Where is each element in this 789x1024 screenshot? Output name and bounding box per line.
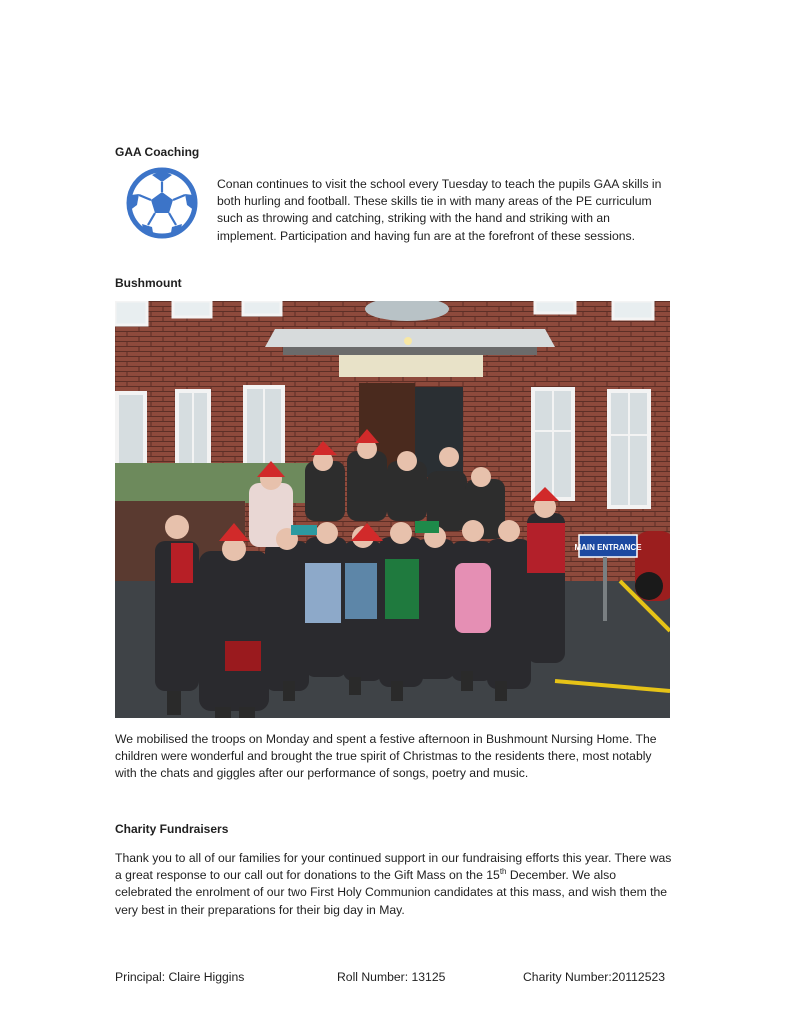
footer-principal: Principal: Claire Higgins	[115, 970, 245, 984]
footer-roll-number: Roll Number: 13125	[337, 970, 446, 984]
charity-fundraisers-heading: Charity Fundraisers	[115, 822, 229, 836]
charity-text-part-1: Thank you to all of our families for your continued support in our fundraising efforts this year. There was a great response to our call out for donations to the Gift Mass on the 15	[115, 851, 672, 883]
bushmount-paragraph: We mobilised the troops on Monday and spent a festive afternoon in Bushmount Nursing Home. The children were wonderful and brought the true spirit of Christmas to the residents there, most notably with the chats and giggles after our performance of songs, poetry and music.	[115, 732, 657, 781]
ordinal-suffix: th	[499, 867, 507, 877]
bushmount-group-photo	[115, 301, 670, 718]
footer-charity-number: Charity Number:20112523	[523, 970, 666, 984]
gaa-coaching-paragraph: Conan continues to visit the school every Tuesday to teach the pupils GAA skills in both hurling and football. These skills tie in with many areas of the PE curriculum such as throwing and catching, striking with the hand and striking with an implement. Participation and having fun are at the forefront of these sessions.	[217, 177, 662, 243]
charity-text-part-2: December. We also celebrated the enrolment of our two First Holy Communion candidates at this mass, and wish them the very best in their preparations for their big day in May.	[115, 868, 668, 917]
bushmount-heading: Bushmount	[115, 276, 182, 290]
main-entrance-sign: MAIN ENTRANCE	[574, 543, 642, 552]
football-icon	[126, 167, 198, 239]
gaa-coaching-heading: GAA Coaching	[115, 145, 200, 159]
charity-fundraisers-paragraph	[115, 850, 675, 919]
